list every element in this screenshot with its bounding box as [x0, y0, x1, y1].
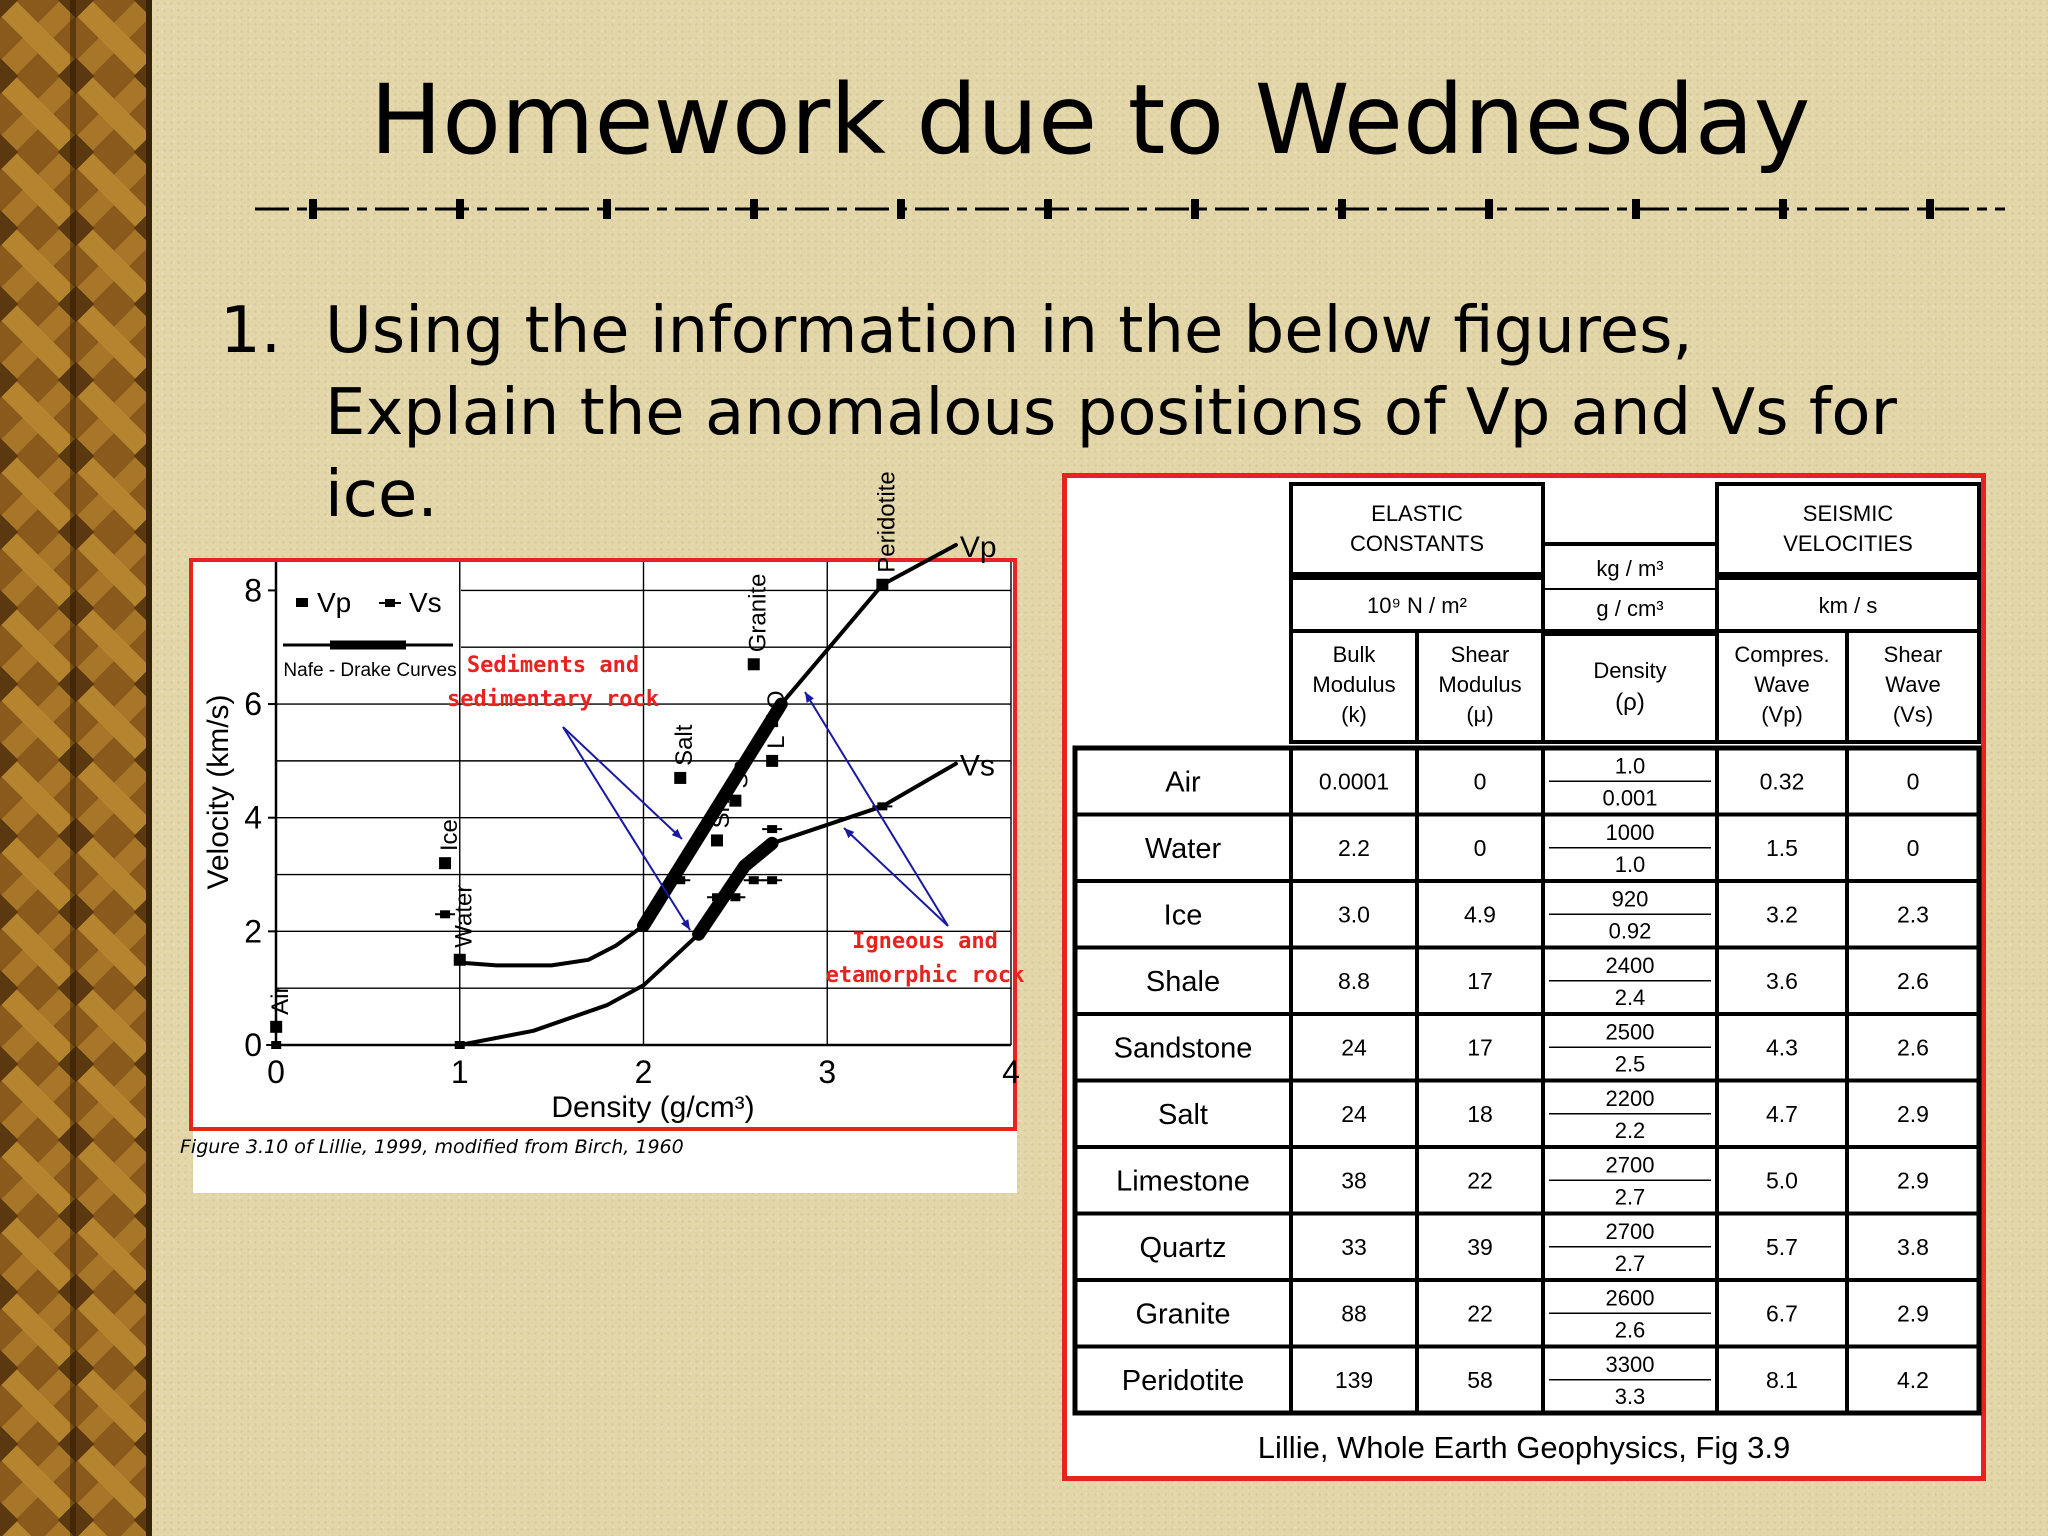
column-header-line2: Wave — [1754, 672, 1810, 697]
row-material: Ice — [1163, 899, 1203, 932]
column-header-line1: Bulk — [1332, 642, 1376, 667]
y-tick-label: 8 — [244, 572, 262, 609]
row-bulk-modulus: 24 — [1341, 1100, 1367, 1127]
divider-tick — [456, 199, 464, 219]
point-label: Peridotite — [873, 471, 901, 573]
row-material: Sandstone — [1113, 1032, 1253, 1065]
legend-vp-label: Vp — [317, 587, 352, 618]
row-bulk-modulus: 33 — [1341, 1233, 1367, 1260]
point-label: Air — [267, 985, 295, 1015]
row-density-g: 2.7 — [1614, 1250, 1646, 1276]
row-density-kg: 2400 — [1605, 952, 1655, 978]
annotation-sediments: Sediments and — [466, 653, 640, 678]
column-header-line1: Density — [1593, 658, 1667, 683]
row-density-g: 2.7 — [1614, 1184, 1646, 1210]
row-vp: 1.5 — [1766, 834, 1798, 861]
point-label: Ice — [436, 819, 464, 852]
point-label: Sh — [708, 799, 735, 829]
y-tick-label: 6 — [244, 686, 262, 723]
annotation-igneous: etamorphic rock — [825, 963, 1025, 988]
point-label: Granite — [744, 573, 772, 653]
row-density-kg: 2700 — [1605, 1152, 1655, 1178]
divider-tick — [750, 199, 758, 219]
row-vs: 2.9 — [1897, 1167, 1929, 1194]
column-header-line3: (Vp) — [1761, 702, 1803, 727]
elastic-header-box — [1291, 484, 1543, 574]
divider-tick — [897, 199, 905, 219]
row-density-g: 3.3 — [1614, 1383, 1646, 1409]
question-number: 1. — [220, 294, 282, 368]
row-vp: 0.32 — [1759, 768, 1805, 795]
vp-point — [766, 755, 778, 767]
point-label: Salt — [671, 724, 699, 766]
density-units-bottom: g / cm³ — [1596, 596, 1664, 621]
divider-tick — [1926, 199, 1934, 219]
row-density-kg: 1000 — [1605, 819, 1655, 845]
column-header-line3: (Vs) — [1892, 702, 1934, 727]
divider-tick — [1044, 199, 1052, 219]
vp-point — [674, 772, 686, 784]
column-header-line2: (ρ) — [1615, 689, 1645, 716]
figure-caption: Figure 3.10 of Lillie, 1999, modified from Birch, 1960 — [180, 1136, 684, 1158]
row-vp: 3.6 — [1766, 967, 1798, 994]
row-vp: 5.0 — [1766, 1167, 1798, 1194]
point-label: Q — [763, 690, 791, 710]
row-vp: 3.2 — [1766, 901, 1798, 928]
row-vp: 4.7 — [1766, 1100, 1798, 1127]
row-material: Limestone — [1116, 1165, 1250, 1198]
column-header-line3: (μ) — [1466, 702, 1494, 727]
vp-point — [711, 834, 723, 846]
legend-vs-label: Vs — [409, 587, 442, 618]
properties-table — [1067, 478, 1981, 1476]
row-vs: 0 — [1906, 834, 1920, 861]
row-vs: 2.9 — [1897, 1300, 1929, 1327]
row-density-g: 0.92 — [1608, 918, 1652, 944]
row-shear-modulus: 0 — [1473, 768, 1487, 795]
vp-point — [748, 658, 760, 670]
seismic-header-line2: VELOCITIES — [1783, 531, 1913, 556]
row-density-kg: 1.0 — [1614, 753, 1646, 779]
row-material: Water — [1144, 832, 1222, 865]
annotation-sediments: sedimentary rock — [447, 687, 659, 712]
elastic-units: 10⁹ N / m² — [1367, 593, 1467, 618]
legend-vp-marker — [296, 598, 308, 607]
row-density-g: 2.5 — [1614, 1051, 1646, 1077]
y-tick-label: 2 — [244, 913, 262, 950]
row-material: Quartz — [1139, 1231, 1227, 1264]
table-caption: Lillie, Whole Earth Geophysics, Fig 3.9 — [1257, 1430, 1791, 1465]
column-header-line1: Shear — [1450, 642, 1510, 667]
row-shear-modulus: 22 — [1467, 1167, 1493, 1194]
divider-tick — [1485, 199, 1493, 219]
column-header-line1: Shear — [1883, 642, 1943, 667]
column-header-line3: (k) — [1341, 702, 1367, 727]
vp-point — [876, 579, 888, 591]
row-vs: 0 — [1906, 768, 1920, 795]
vs-curve-light — [460, 934, 699, 1045]
x-tick-label: 4 — [1002, 1054, 1020, 1090]
x-tick-label: 3 — [818, 1054, 837, 1090]
divider-tick — [1338, 199, 1346, 219]
elastic-header-line2: CONSTANTS — [1349, 531, 1485, 556]
velocity-density-chart — [193, 471, 1025, 1127]
row-vs: 3.8 — [1897, 1233, 1929, 1260]
row-shear-modulus: 0 — [1473, 834, 1487, 861]
row-bulk-modulus: 2.2 — [1338, 834, 1370, 861]
row-bulk-modulus: 24 — [1341, 1034, 1367, 1061]
divider-tick — [1779, 199, 1787, 219]
velocity-density-figure — [189, 471, 1025, 1131]
divider-tick — [1191, 199, 1199, 219]
seismic-header-box — [1717, 484, 1979, 574]
row-density-g: 1.0 — [1614, 851, 1646, 877]
vs-curve-heavy — [699, 843, 773, 934]
column-header-line2: Modulus — [1438, 672, 1522, 697]
row-density-g: 2.4 — [1614, 984, 1646, 1010]
title-divider — [255, 196, 2005, 222]
column-header-line2: Modulus — [1312, 672, 1396, 697]
x-tick-label: 1 — [450, 1054, 469, 1090]
row-material: Peridotite — [1121, 1364, 1245, 1397]
row-density-kg: 3300 — [1605, 1351, 1655, 1377]
row-bulk-modulus: 0.0001 — [1318, 768, 1390, 795]
row-material: Shale — [1145, 965, 1221, 998]
vp-curve-tail — [781, 545, 956, 704]
annotation-arrowhead — [805, 692, 814, 703]
divider-tick — [309, 199, 317, 219]
properties-table-figure — [1062, 473, 1986, 1481]
row-shear-modulus: 4.9 — [1464, 901, 1496, 928]
row-vp: 5.7 — [1766, 1233, 1798, 1260]
row-density-kg: 2700 — [1605, 1218, 1655, 1244]
row-material: Salt — [1158, 1098, 1208, 1131]
row-density-g: 2.6 — [1614, 1317, 1646, 1343]
vp-point — [439, 857, 451, 869]
row-bulk-modulus: 8.8 — [1338, 967, 1370, 994]
density-units-top: kg / m³ — [1596, 556, 1664, 581]
row-material: Granite — [1135, 1298, 1231, 1331]
elastic-header-line1: ELASTIC — [1371, 501, 1463, 526]
vp-point — [454, 954, 466, 966]
chart-annotations — [447, 653, 1024, 988]
row-bulk-modulus: 38 — [1341, 1167, 1367, 1194]
row-shear-modulus: 18 — [1467, 1100, 1493, 1127]
annotation-arrow — [805, 692, 948, 926]
column-header-line2: Wave — [1885, 672, 1941, 697]
row-vs: 4.2 — [1897, 1366, 1929, 1393]
x-tick-label: 0 — [267, 1054, 285, 1090]
column-header-line1: Compres. — [1734, 642, 1830, 667]
question-text: Using the information in the below figures, Explain the anomalous positions of Vp and Vs for ice. — [325, 294, 1897, 532]
vp-point — [766, 715, 778, 727]
row-vs: 2.9 — [1897, 1100, 1929, 1127]
slide-title: Homework due to Wednesday — [370, 64, 1811, 176]
seismic-units: km / s — [1818, 593, 1878, 618]
row-vs: 2.6 — [1897, 1034, 1929, 1061]
row-density-g: 0.001 — [1602, 785, 1658, 811]
vs-curve-tail — [772, 764, 956, 844]
annotation-arrowhead — [681, 919, 690, 930]
divider-tick — [603, 199, 611, 219]
column-header-box — [1543, 631, 1717, 742]
row-bulk-modulus: 139 — [1334, 1366, 1374, 1393]
row-vp: 4.3 — [1766, 1034, 1798, 1061]
seismic-header-line1: SEISMIC — [1802, 501, 1894, 526]
point-label: Water — [450, 884, 478, 948]
x-tick-label: 2 — [634, 1054, 653, 1090]
row-shear-modulus: 22 — [1467, 1300, 1493, 1327]
vp-curve-label: Vp — [959, 530, 997, 564]
y-tick-label: 0 — [244, 1027, 262, 1063]
row-density-kg: 2500 — [1605, 1019, 1655, 1045]
y-axis-label: Velocity (km/s) — [202, 694, 235, 890]
row-density-kg: 2200 — [1605, 1085, 1655, 1111]
legend-curve-label: Nafe - Drake Curves — [283, 660, 457, 681]
row-vp: 6.7 — [1766, 1300, 1798, 1327]
divider-tick — [1632, 199, 1640, 219]
row-vp: 8.1 — [1766, 1366, 1798, 1393]
row-vs: 2.3 — [1897, 901, 1929, 928]
row-bulk-modulus: 88 — [1341, 1300, 1367, 1327]
row-density-g: 2.2 — [1614, 1117, 1646, 1143]
row-shear-modulus: 39 — [1467, 1233, 1493, 1260]
row-shear-modulus: 17 — [1467, 967, 1493, 994]
row-shear-modulus: 58 — [1467, 1366, 1493, 1393]
vs-curve-label: Vs — [959, 749, 995, 783]
row-shear-modulus: 17 — [1467, 1034, 1493, 1061]
row-material: Air — [1165, 766, 1201, 799]
row-bulk-modulus: 3.0 — [1338, 901, 1370, 928]
point-label: L — [763, 735, 791, 749]
point-label: Ss — [726, 760, 754, 789]
y-tick-label: 4 — [244, 799, 262, 836]
annotation-igneous: Igneous and — [852, 929, 998, 954]
chart-legend — [283, 587, 457, 681]
row-vs: 2.6 — [1897, 967, 1929, 994]
row-density-kg: 920 — [1611, 886, 1649, 912]
x-axis-label: Density (g/cm³) — [551, 1091, 755, 1124]
decorative-sidebar — [0, 0, 152, 1536]
row-density-kg: 2600 — [1605, 1285, 1655, 1311]
